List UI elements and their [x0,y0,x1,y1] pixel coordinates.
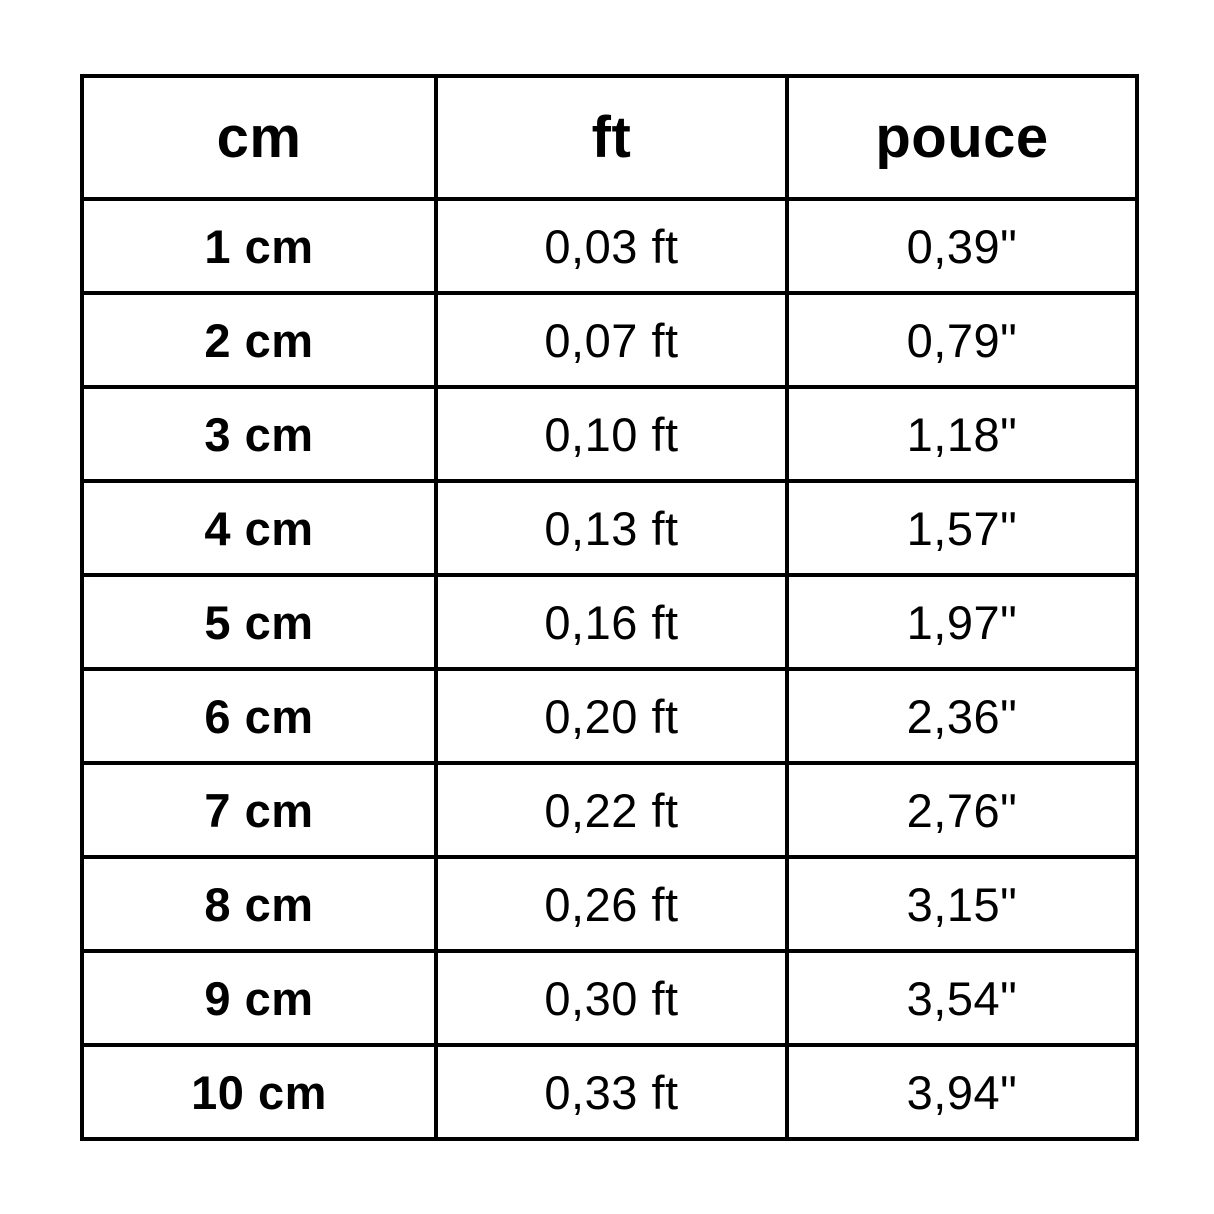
cell-pouce-6: 2,36" [787,669,1137,763]
cell-cm-4: 4 cm [82,481,436,575]
cell-cm-9: 9 cm [82,951,436,1045]
cell-pouce-7: 2,76" [787,763,1137,857]
cell-ft-3: 0,10 ft [436,387,787,481]
cell-ft-2: 0,07 ft [436,293,787,387]
cell-pouce-2: 0,79" [787,293,1137,387]
cell-pouce-4: 1,57" [787,481,1137,575]
table-row [82,575,1137,669]
header-cm: cm [82,76,436,199]
cell-cm-7: 7 cm [82,763,436,857]
cell-cm-5: 5 cm [82,575,436,669]
cell-cm-6: 6 cm [82,669,436,763]
table-row [82,763,1137,857]
table-row [82,1045,1137,1139]
table-row [82,387,1137,481]
cell-ft-8: 0,26 ft [436,857,787,951]
table-row [82,481,1137,575]
table-row [82,857,1137,951]
cell-ft-6: 0,20 ft [436,669,787,763]
header-ft: ft [436,76,787,199]
cell-cm-2: 2 cm [82,293,436,387]
header-pouce: pouce [787,76,1137,199]
cell-cm-3: 3 cm [82,387,436,481]
cell-pouce-9: 3,54" [787,951,1137,1045]
cell-pouce-3: 1,18" [787,387,1137,481]
table-row [82,669,1137,763]
cell-cm-10: 10 cm [82,1045,436,1139]
cell-ft-5: 0,16 ft [436,575,787,669]
cell-pouce-8: 3,15" [787,857,1137,951]
cell-cm-8: 8 cm [82,857,436,951]
cell-ft-4: 0,13 ft [436,481,787,575]
table-row [82,951,1137,1045]
table-row [82,199,1137,293]
cell-ft-10: 0,33 ft [436,1045,787,1139]
cm-ft-pouce-conversion-table [80,74,1139,1141]
cell-ft-7: 0,22 ft [436,763,787,857]
table-row [82,293,1137,387]
cell-pouce-5: 1,97" [787,575,1137,669]
header-row [82,76,1137,199]
cell-cm-1: 1 cm [82,199,436,293]
cell-pouce-1: 0,39" [787,199,1137,293]
cell-pouce-10: 3,94" [787,1045,1137,1139]
cell-ft-1: 0,03 ft [436,199,787,293]
cell-ft-9: 0,30 ft [436,951,787,1045]
